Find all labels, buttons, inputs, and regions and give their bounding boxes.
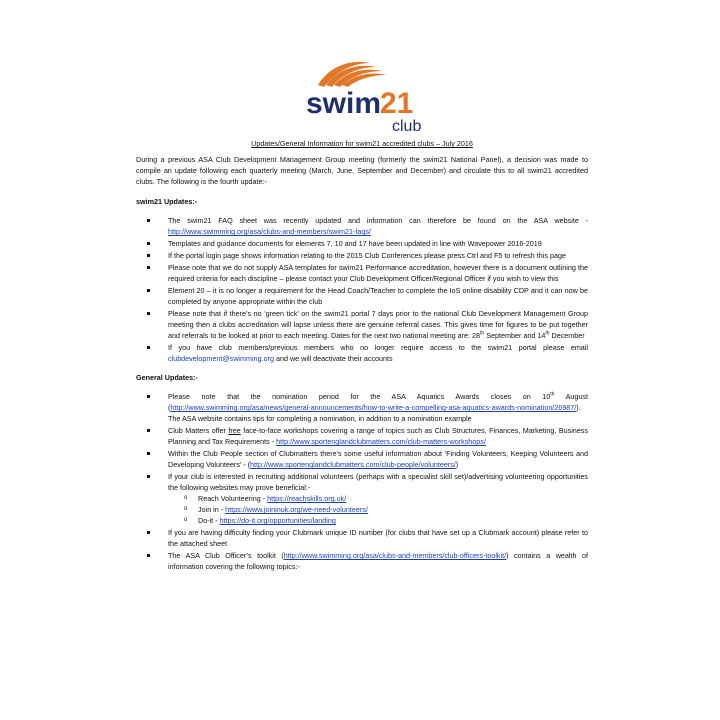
list-item	[136, 285, 588, 307]
swim21-updates-heading: swim21 Updates:-	[136, 197, 198, 206]
bullet-icon	[147, 312, 150, 315]
club-people-volunteers-link[interactable]: http://www.sportenglandclubmatters.com/club-people/volunteers/	[250, 460, 456, 469]
list-item	[136, 238, 588, 249]
join-in-link[interactable]: https://www.joininuk.org/we-need-volunteers/	[225, 505, 368, 514]
bullet-icon	[147, 531, 150, 534]
list-item-text: The ASA Club Officer’s toolkit (	[168, 551, 284, 560]
list-item-text: ) contains a wealth of information covering the following topics:-	[168, 551, 589, 571]
list-item-text: Please note that we do not supply ASA templates for swim21 Performance accreditation, however there is a document outlining the required criteria for each discipline – please contact your Club Development Officer/Regional Officer if you wish to view this	[168, 263, 588, 283]
list-item-text: Please note that if there’s no ‘green tick’ on the swim21 portal 7 days prior to the national Club Development Management Group meeting then a clubs accreditation will lapse unless there are genuine referral cases. This gives time for figures to be put together and referrals to be looked at prior to each meeting. Dates for the next two national meeting are: 28	[168, 309, 588, 340]
logo-graphic	[300, 55, 430, 135]
list-item	[136, 342, 588, 364]
volunteer-sites-list	[168, 493, 588, 526]
list-item-text: )	[455, 460, 459, 469]
sub-item-label: Reach Volunteering -	[198, 494, 268, 503]
bullet-icon	[147, 289, 150, 292]
club-matters-workshops-link[interactable]: http://www.sportenglandclubmatters.com/club-matters-workshops/	[276, 437, 486, 446]
sub-item-label: Do-it -	[198, 516, 220, 525]
list-item-text: Club Matters offer	[168, 426, 229, 435]
list-item	[136, 425, 588, 447]
logo-word-main: swim	[306, 87, 382, 120]
bullet-icon	[147, 452, 150, 455]
bullet-icon	[147, 346, 150, 349]
list-item	[136, 215, 588, 237]
sub-list-item	[172, 504, 588, 515]
ordinal-suffix: th	[550, 391, 555, 398]
list-item	[136, 527, 588, 549]
ordinal-suffix: th	[545, 330, 550, 337]
intro-paragraph: During a previous ASA Club Development Management Group meeting (formerly the swim21 National Panel), a decision was made to compile an update following each quarterly meeting (March, June, September and December) and circulate this to all swim21 accredited clubs. The following is the fourth update:-	[136, 155, 588, 186]
list-item-text: If you have club members/previous members who no longer require access to the swim21 portal please email	[168, 343, 588, 352]
swim21-faq-link[interactable]: http://www.swimming.org/asa/clubs-and-members/swim21-faqs/	[168, 227, 371, 236]
list-item-text: If you are having difficulty finding your Clubmark unique ID number (for clubs that have set up a Clubmark account) please refer to the attached sheet	[168, 528, 588, 548]
club-development-email-link[interactable]: clubdevelopment@swimming.org	[168, 354, 274, 363]
list-item	[136, 250, 588, 261]
bullet-icon	[147, 554, 150, 557]
list-item-text: ). The ASA website contains tips for completing a nomination, in addition to a nomination example	[168, 403, 581, 423]
list-item-text: Element 20 – it is no longer a requirement for the Head Coach/Teacher to complete the IoS online disability CDP and it can now be completed by anyone appropriate within the club	[168, 286, 588, 306]
bullet-icon	[147, 254, 150, 257]
document-title: Updates/General Information for swim21 accredited clubs – July 2016	[251, 139, 473, 148]
circle-bullet-icon: o	[184, 495, 188, 501]
list-item-text: and we will deactivate their accounts	[273, 354, 393, 363]
bullet-icon	[147, 242, 150, 245]
sub-list-item	[172, 515, 588, 526]
ordinal-suffix: th	[480, 330, 485, 337]
logo-word-num: 21	[380, 87, 414, 120]
list-item	[136, 308, 588, 341]
list-item	[136, 471, 588, 526]
reach-volunteering-link[interactable]: https://reachskills.org.uk/	[267, 494, 347, 503]
general-updates-heading: General Updates:-	[136, 373, 198, 382]
list-item-text: If the portal login page shows information relating to the 2015 Club Conferences please press Ctrl and F5 to refresh this page	[168, 251, 566, 260]
document-body	[136, 138, 588, 580]
swim21-updates-list	[136, 215, 588, 364]
list-item	[136, 448, 588, 470]
list-item-text: face-to-face workshops covering a range of topics such as Club Structures, Finances, Marketing, Business Planning and Tax Requirements -	[168, 426, 588, 446]
list-item-text: Within the Club People section of Clubmatters there’s some useful information about ‘Finding Volunteers, Keeping Volunteers and Developing Volunteers’ - (	[168, 449, 588, 469]
free-emphasis: free	[228, 426, 241, 435]
club-officers-toolkit-link[interactable]: http://www.swimming.org/asa/clubs-and-members/club-officers-toolkit/	[283, 551, 507, 560]
list-item-text: September and 14	[484, 331, 546, 340]
logo-swoosh-icon	[318, 62, 386, 87]
swim21-club-logo	[300, 55, 430, 135]
sub-item-label: Join in -	[198, 505, 226, 514]
sub-list-item	[172, 493, 588, 504]
list-item-text: August (	[168, 392, 588, 412]
list-item	[136, 262, 588, 284]
bullet-icon	[147, 429, 150, 432]
circle-bullet-icon: o	[184, 517, 188, 523]
bullet-icon	[147, 219, 150, 222]
list-item-text: The swim21 FAQ sheet was recently updated and information can therefore be found on the ASA website -	[168, 216, 588, 225]
do-it-link[interactable]: https://do-it.org/opportunities/landing	[219, 516, 336, 525]
general-updates-list	[136, 391, 588, 572]
aquatics-awards-link[interactable]: http://www.swimming.org/asa/news/general-announcements/how-to-write-a-compelling-asa-aquatics-awards-nomination/26987/	[170, 403, 577, 412]
list-item-text: Please note that the nomination period for the ASA Aquatics Awards closes on 10	[168, 392, 551, 401]
bullet-icon	[147, 395, 150, 398]
circle-bullet-icon: o	[184, 506, 188, 512]
bullet-icon	[147, 475, 150, 478]
bullet-icon	[147, 266, 150, 269]
list-item-text: If your club is interested in recruiting additional volunteers (perhaps with a specialist skill set)/advertising volunteering opportunities the following websites may prove beneficial:-	[168, 472, 588, 492]
list-item-text: Templates and guidance documents for elements 7, 10 and 17 have been updated in line with Wavepower 2016-2019	[168, 239, 542, 248]
list-item	[136, 391, 588, 424]
logo-word-sub: club	[392, 118, 422, 135]
list-item-text: December	[549, 331, 585, 340]
list-item	[136, 550, 588, 572]
